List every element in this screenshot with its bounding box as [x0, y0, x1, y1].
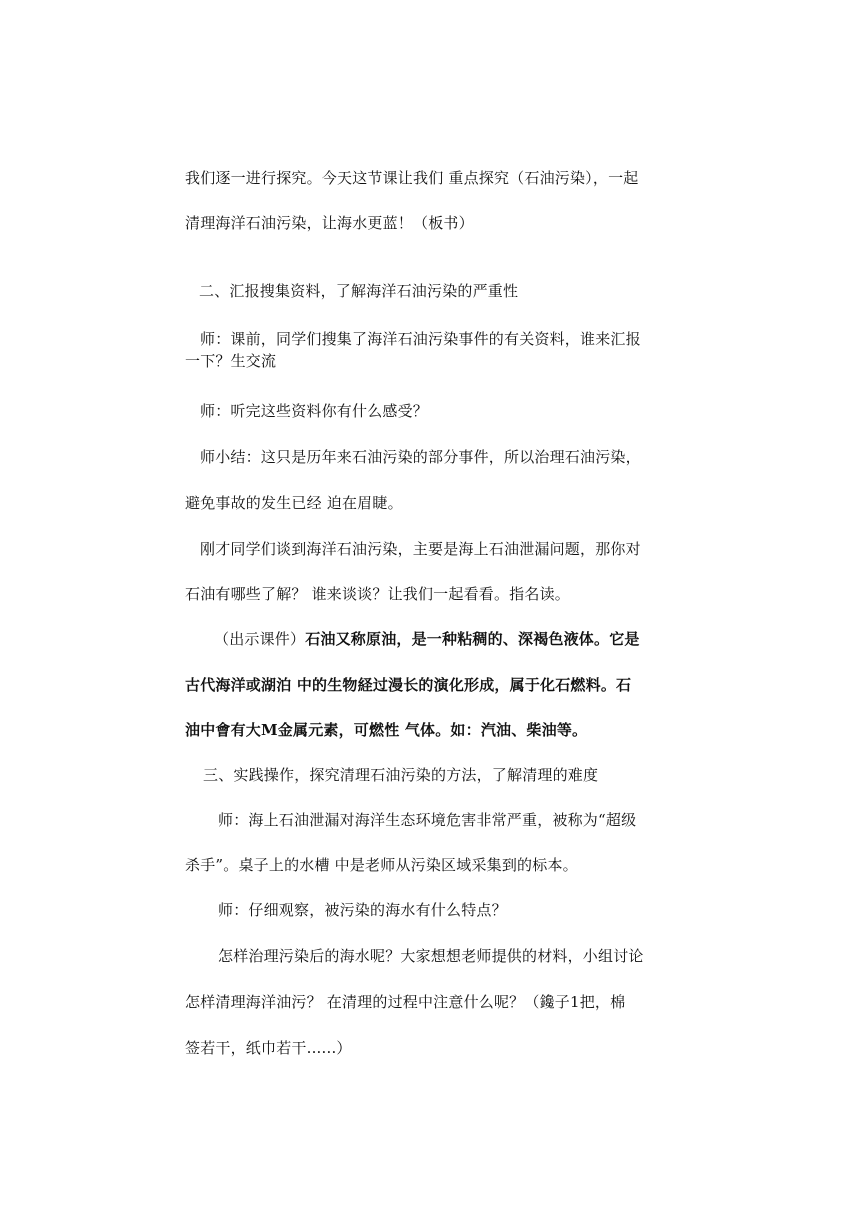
courseware-label — [214, 629, 640, 649]
teacher-question-line-1: 师：课前，同学们搜集了海洋石油污染事件的有关资料，谁来汇报 — [200, 330, 641, 348]
oil-discussion-line-1: 刚才同学们谈到海洋石油污染，主要是海上石油泄漏问题，那你对 — [200, 540, 641, 558]
oil-discussion-line-2: 石油有哪些了解？ 谁来谈谈？让我们一起看看。指名读。 — [185, 585, 570, 603]
oil-definition-line-3: 油中會有大M金属元素，可燃性 气体。如：汽油、柴油等。 — [185, 721, 588, 739]
teacher-question-line-2: 一下？生交流 — [185, 352, 277, 370]
teacher-observe-question: 师：仔细观察，被污染的海水有什么特点？ — [218, 901, 507, 919]
section-heading-3: 三、实践操作，探究清理石油污染的方法，了解清理的难度 — [203, 766, 599, 784]
oil-definition-line-2: 古代海洋或湖泊 中的生物経过漫长的演化形成，属于化石燃料。石 — [185, 676, 632, 694]
teacher-summary-line-2: 避免事故的发生已经 迫在眉睫。 — [185, 494, 403, 512]
discussion-line-1: 怎样治理污染后的海水呢？大家想想老师提供的材料，小组讨论 — [218, 947, 644, 965]
paragraph-intro-line-2: 清理海洋石油污染，让海水更蓝！（板书） — [185, 214, 474, 232]
paragraph-intro-line-1: 我们逐一进行探究。今天这节课让我们 重点探究（石油污染），一起 — [185, 169, 639, 187]
teacher-summary-line-1: 师小结：这只是历年来石油污染的部分事件，所以治理石油污染， — [200, 448, 641, 466]
discussion-line-2: 怎样清理海洋油污？ 在清理的过程中注意什么呢？（鑱子1把，棉 — [185, 993, 626, 1011]
teacher-danger-line-1: 师：海上石油泄漏对海洋生态环境危害非常严重，被称为“超级 — [218, 811, 637, 829]
courseware-prefix: （出示课件） — [214, 630, 306, 648]
discussion-line-3: 签若干，纸巾若干......） — [185, 1039, 352, 1057]
section-heading-2: 二、汇报搜集资料，了解海洋石油污染的严重性 — [199, 282, 519, 300]
oil-definition-line-1: 石油又称原油，是一种粘稠的、深褐色液体。它是 — [305, 630, 640, 648]
teacher-danger-line-2: 杀手”。桌子上的水槽 中是老师从污染区域采集到的标本。 — [185, 856, 578, 874]
teacher-feeling-question: 师：听完这些资料你有什么感受？ — [200, 402, 429, 420]
